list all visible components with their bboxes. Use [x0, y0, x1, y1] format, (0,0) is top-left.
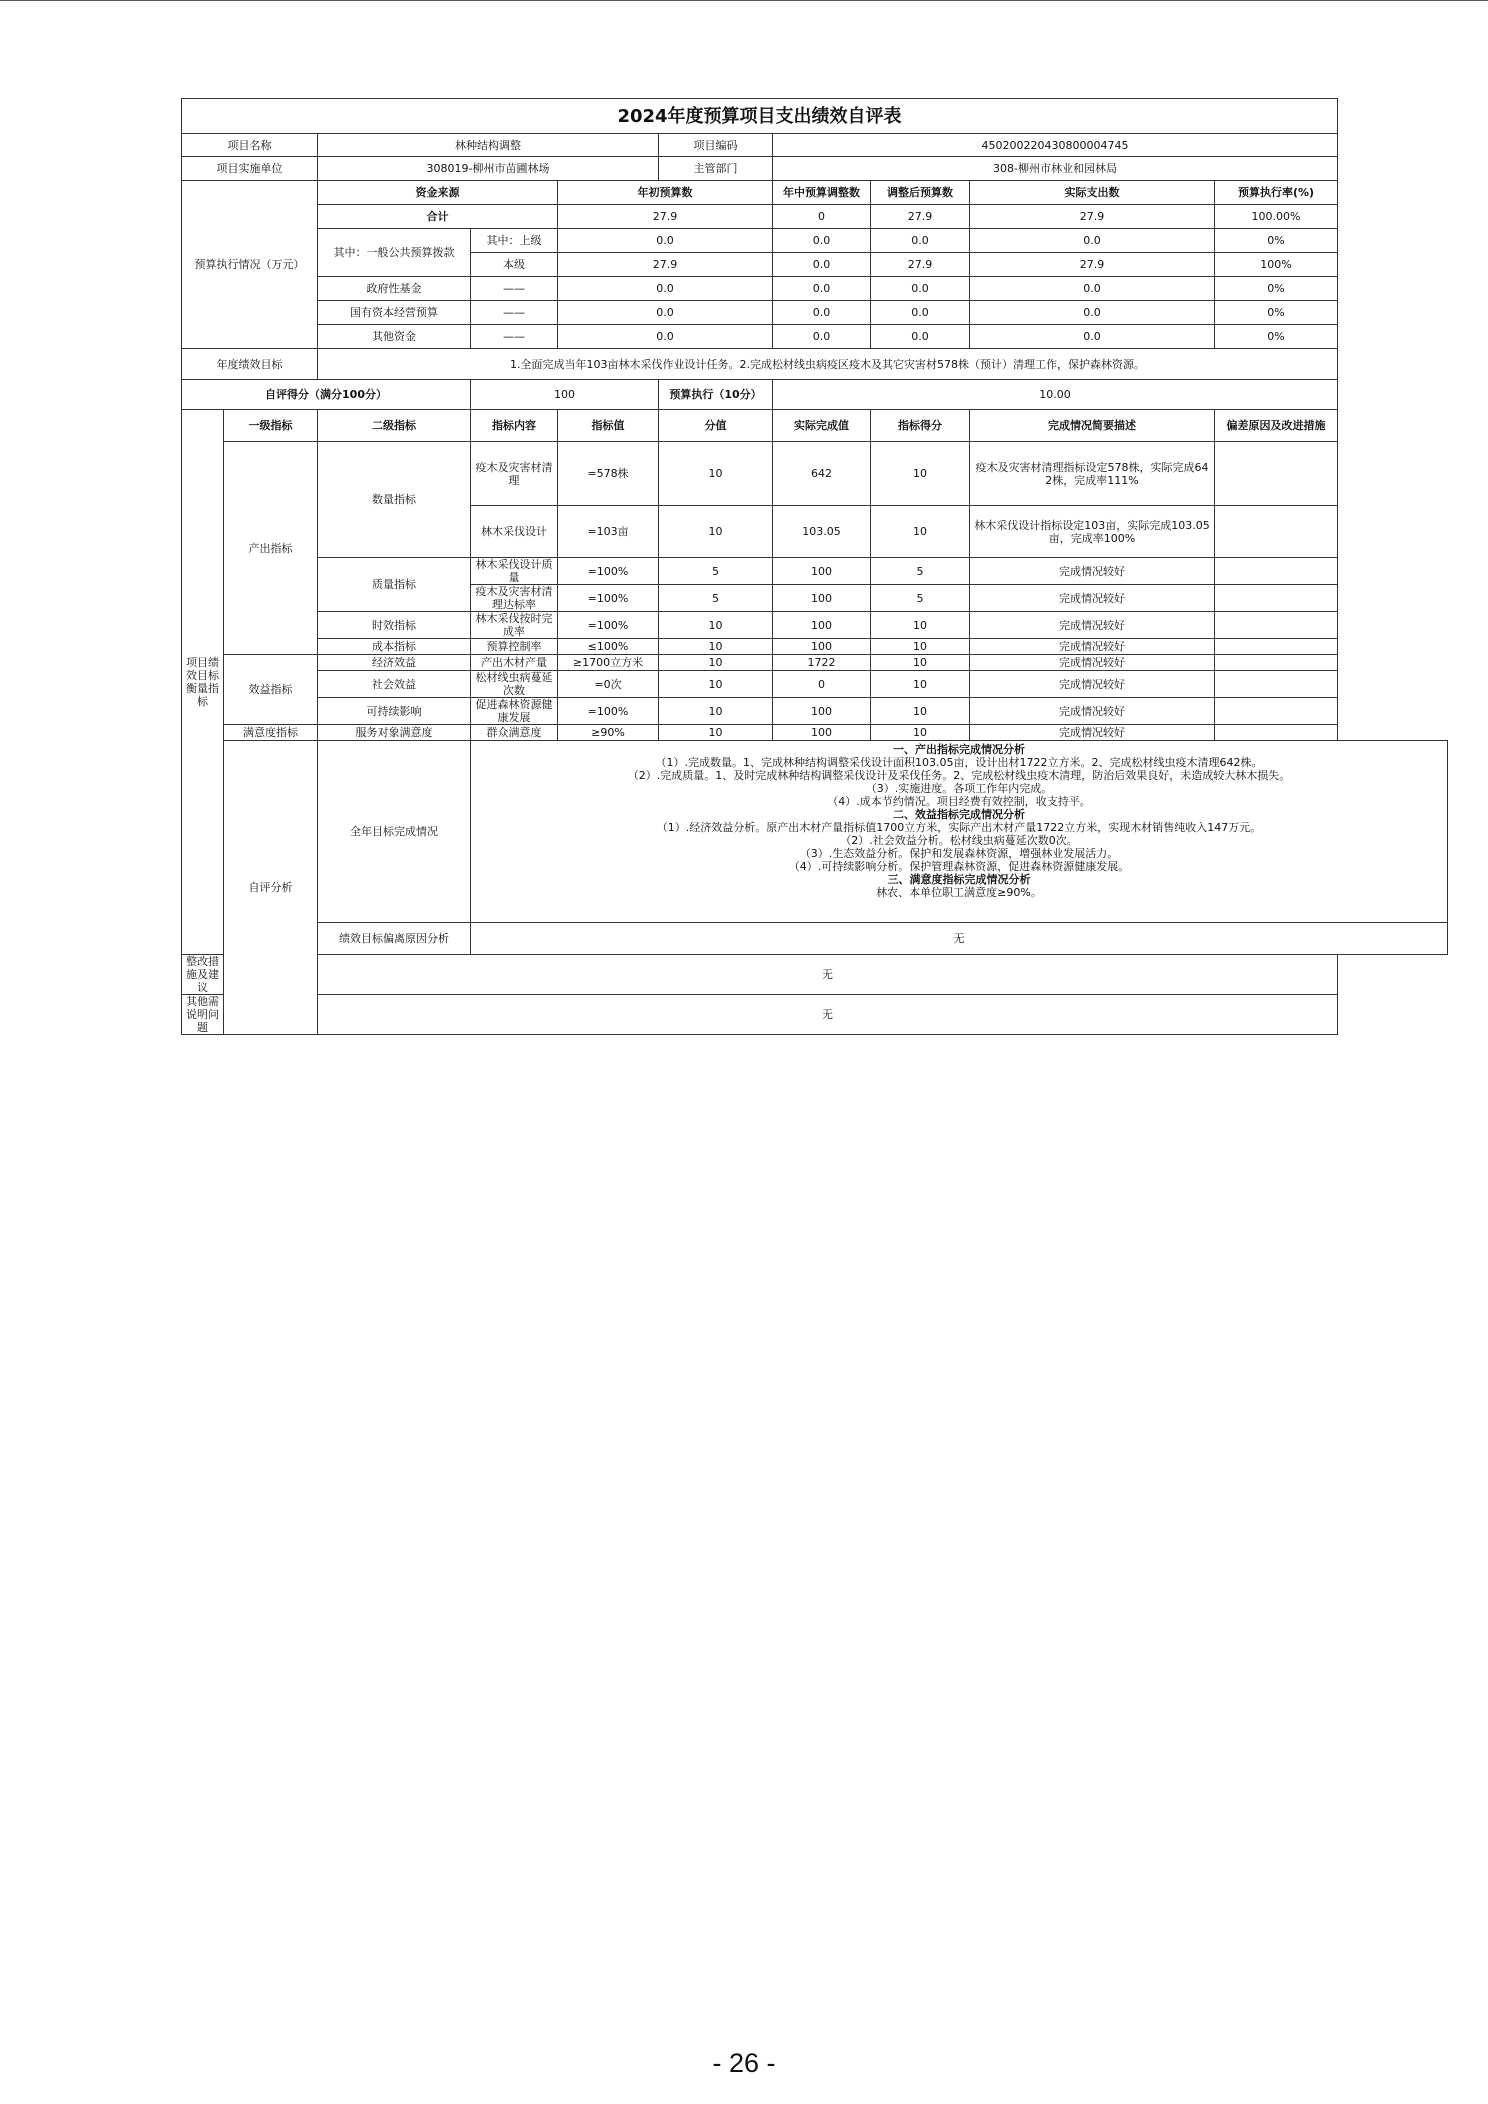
budget-header-initial: 年初预算数 — [558, 181, 773, 205]
indicator-weight: 10 — [659, 655, 773, 671]
indicator-target: =100% — [558, 698, 659, 725]
budget-other-funds-label: 其他资金 — [318, 325, 471, 349]
indicator-actual: 100 — [773, 558, 871, 585]
budget-section-label: 预算执行情况（万元） — [182, 181, 318, 349]
page-number: - 26 - — [712, 2048, 776, 2078]
indicator-score: 10 — [871, 698, 970, 725]
indicator-score: 10 — [871, 442, 970, 506]
indicator-score: 10 — [871, 612, 970, 639]
analysis-line: 三、满意度指标完成情况分析 — [887, 873, 1031, 886]
budget-header-actual: 实际支出数 — [970, 181, 1215, 205]
budget-gov-fund-adjust: 0.0 — [773, 277, 871, 301]
rectification-label: 整改措施及建议 — [182, 955, 224, 995]
indicator-weight: 10 — [659, 698, 773, 725]
analysis-line: （3）.生态效益分析。保护和发展森林资源，增强林业发展活力。 — [799, 847, 1119, 860]
indicator-actual: 103.05 — [773, 506, 871, 558]
indicator-content: 林木采伐设计 — [471, 506, 558, 558]
annual-goal-label: 年度绩效目标 — [182, 349, 318, 380]
indicator-target: =0次 — [558, 671, 659, 698]
indicator-score: 10 — [871, 639, 970, 655]
budget-local-rate: 100% — [1215, 253, 1338, 277]
ind-header-level1: 一级指标 — [224, 410, 318, 442]
budget-header-adjusted: 调整后预算数 — [871, 181, 970, 205]
budget-state-capital-adjust: 0.0 — [773, 301, 871, 325]
budget-upper-label: 其中：上级 — [471, 229, 558, 253]
budget-local-actual: 27.9 — [970, 253, 1215, 277]
indicator-reason — [1215, 725, 1338, 741]
analysis-line: （2）.社会效益分析。松材线虫病蔓延次数0次。 — [840, 834, 1078, 847]
overall-completion-label: 全年目标完成情况 — [318, 741, 471, 923]
other-issues-text: 无 — [318, 995, 1338, 1035]
indicator-desc: 林木采伐设计指标设定103亩，实际完成103.05亩，完成率100% — [970, 506, 1215, 558]
budget-state-capital-rate: 0% — [1215, 301, 1338, 325]
service-satisfaction-label: 服务对象满意度 — [318, 725, 471, 741]
budget-other-funds-initial: 0.0 — [558, 325, 773, 349]
budget-other-funds-actual: 0.0 — [970, 325, 1215, 349]
ind-header-desc: 完成情况简要描述 — [970, 410, 1215, 442]
budget-gov-fund-actual: 0.0 — [970, 277, 1215, 301]
indicator-reason — [1215, 558, 1338, 585]
budget-local-initial: 27.9 — [558, 253, 773, 277]
budget-total-actual: 27.9 — [970, 205, 1215, 229]
social-benefit-label: 社会效益 — [318, 671, 471, 698]
budget-general-label: 其中：一般公共预算拨款 — [318, 229, 471, 277]
indicator-score: 10 — [871, 655, 970, 671]
project-name-label: 项目名称 — [182, 134, 318, 157]
indicator-target: ≥1700立方米 — [558, 655, 659, 671]
indicator-actual: 100 — [773, 585, 871, 612]
indicator-reason — [1215, 506, 1338, 558]
ind-header-weight: 分值 — [659, 410, 773, 442]
analysis-line: 林农、本单位职工满意度≥90%。 — [876, 886, 1042, 899]
indicator-target: =100% — [558, 585, 659, 612]
indicator-reason — [1215, 698, 1338, 725]
annual-goal-text: 1.全面完成当年103亩林木采伐作业设计任务。2.完成松材线虫病疫区疫木及其它灾害材578株（预计）清理工作，保护森林资源。 — [318, 349, 1338, 380]
budget-state-capital-actual: 0.0 — [970, 301, 1215, 325]
budget-state-capital-label: 国有资本经营预算 — [318, 301, 471, 325]
indicator-target: =100% — [558, 612, 659, 639]
indicator-actual: 100 — [773, 725, 871, 741]
indicator-desc: 完成情况较好 — [970, 655, 1215, 671]
indicator-reason — [1215, 671, 1338, 698]
indicator-reason — [1215, 612, 1338, 639]
project-name: 林种结构调整 — [318, 134, 659, 157]
cost-indicator-label: 成本指标 — [318, 639, 471, 655]
self-evaluation-form — [181, 98, 1448, 1035]
indicator-desc: 完成情况较好 — [970, 698, 1215, 725]
time-indicator-label: 时效指标 — [318, 612, 471, 639]
indicator-score: 10 — [871, 725, 970, 741]
indicator-actual: 642 — [773, 442, 871, 506]
self-score-label: 自评得分（满分100分） — [182, 380, 471, 410]
indicator-actual: 0 — [773, 671, 871, 698]
indicator-reason — [1215, 585, 1338, 612]
budget-gov-fund-initial: 0.0 — [558, 277, 773, 301]
overall-completion-text — [471, 741, 1448, 923]
budget-other-funds-dash: —— — [471, 325, 558, 349]
indicator-desc: 完成情况较好 — [970, 612, 1215, 639]
budget-total-label: 合计 — [318, 205, 558, 229]
indicator-actual: 100 — [773, 639, 871, 655]
indicator-weight: 5 — [659, 585, 773, 612]
satisfaction-indicator-label: 满意度指标 — [224, 725, 318, 741]
budget-total-rate: 100.00% — [1215, 205, 1338, 229]
indicator-actual: 100 — [773, 612, 871, 639]
indicator-target: =578株 — [558, 442, 659, 506]
ind-header-target: 指标值 — [558, 410, 659, 442]
budget-gov-fund-rate: 0% — [1215, 277, 1338, 301]
budget-upper-adjusted: 0.0 — [871, 229, 970, 253]
indicator-content: 林木采伐按时完成率 — [471, 612, 558, 639]
quantity-indicator-label: 数量指标 — [318, 442, 471, 558]
economic-benefit-label: 经济效益 — [318, 655, 471, 671]
ind-header-content: 指标内容 — [471, 410, 558, 442]
form-title: 2024年度预算项目支出绩效自评表 — [182, 99, 1338, 134]
analysis-line: （4）.可持续影响分析。保护管理森林资源，促进森林资源健康发展。 — [788, 860, 1130, 873]
quality-indicator-label: 质量指标 — [318, 558, 471, 612]
indicator-desc: 完成情况较好 — [970, 671, 1215, 698]
budget-upper-adjust: 0.0 — [773, 229, 871, 253]
indicator-target: ≥90% — [558, 725, 659, 741]
self-score-value: 100 — [471, 380, 659, 410]
indicator-weight: 10 — [659, 639, 773, 655]
project-code-label: 项目编码 — [659, 134, 773, 157]
budget-exec-value: 10.00 — [773, 380, 1338, 410]
indicator-weight: 10 — [659, 442, 773, 506]
indicator-content: 产出木材产量 — [471, 655, 558, 671]
budget-other-funds-adjusted: 0.0 — [871, 325, 970, 349]
indicator-target: =100% — [558, 558, 659, 585]
budget-gov-fund-adjusted: 0.0 — [871, 277, 970, 301]
analysis-line: （1）.经济效益分析。原产出木材产量指标值1700立方米，实际产出木材产量1722立方米，实现木材销售纯收入147万元。 — [656, 821, 1262, 834]
budget-gov-fund-label: 政府性基金 — [318, 277, 471, 301]
budget-exec-label: 预算执行（10分） — [659, 380, 773, 410]
other-issues-label: 其他需说明问题 — [182, 995, 224, 1035]
indicator-actual: 100 — [773, 698, 871, 725]
self-analysis-label: 自评分析 — [224, 741, 318, 1035]
budget-header-adjust: 年中预算调整数 — [773, 181, 871, 205]
indicator-desc: 完成情况较好 — [970, 725, 1215, 741]
budget-local-label: 本级 — [471, 253, 558, 277]
project-code: 450200220430800004745 — [773, 134, 1338, 157]
budget-local-adjusted: 27.9 — [871, 253, 970, 277]
budget-local-adjust: 0.0 — [773, 253, 871, 277]
indicator-reason — [1215, 442, 1338, 506]
indicator-reason — [1215, 639, 1338, 655]
indicator-weight: 10 — [659, 725, 773, 741]
budget-gov-fund-dash: —— — [471, 277, 558, 301]
indicator-content: 疫木及灾害材清理 — [471, 442, 558, 506]
indicator-score: 10 — [871, 671, 970, 698]
budget-total-adjust: 0 — [773, 205, 871, 229]
rectification-text: 无 — [318, 955, 1338, 995]
analysis-line: （2）.完成质量。1、及时完成林种结构调整采伐设计及采伐任务。2、完成松材线虫疫木清理，防治后效果良好，未造成较大林木损失。 — [627, 769, 1291, 782]
indicator-content: 促进森林资源健康发展 — [471, 698, 558, 725]
project-unit-label: 项目实施单位 — [182, 157, 318, 181]
budget-state-capital-initial: 0.0 — [558, 301, 773, 325]
indicator-target: ≤100% — [558, 639, 659, 655]
benefit-indicator-label: 效益指标 — [224, 655, 318, 725]
deviation-analysis-label: 绩效目标偏离原因分析 — [318, 923, 471, 955]
indicator-score: 5 — [871, 558, 970, 585]
ind-header-level2: 二级指标 — [318, 410, 471, 442]
analysis-line: （3）.实施进度。各项工作年内完成。 — [865, 782, 1053, 795]
page-top-border — [0, 0, 1488, 1]
budget-total-adjusted: 27.9 — [871, 205, 970, 229]
ind-header-actual: 实际完成值 — [773, 410, 871, 442]
budget-other-funds-adjust: 0.0 — [773, 325, 871, 349]
indicator-content: 林木采伐设计质量 — [471, 558, 558, 585]
indicator-section-label: 项目绩效目标衡量指标 — [182, 410, 224, 955]
analysis-line: 一、产出指标完成情况分析 — [893, 743, 1025, 756]
ind-header-reason: 偏差原因及改进措施 — [1215, 410, 1338, 442]
dept-label: 主管部门 — [659, 157, 773, 181]
budget-total-initial: 27.9 — [558, 205, 773, 229]
evaluation-table — [181, 98, 1448, 1035]
indicator-reason — [1215, 655, 1338, 671]
budget-state-capital-dash: —— — [471, 301, 558, 325]
indicator-desc: 完成情况较好 — [970, 639, 1215, 655]
indicator-weight: 5 — [659, 558, 773, 585]
indicator-score: 10 — [871, 506, 970, 558]
project-unit: 308019-柳州市苗圃林场 — [318, 157, 659, 181]
indicator-score: 5 — [871, 585, 970, 612]
budget-upper-rate: 0% — [1215, 229, 1338, 253]
indicator-target: =103亩 — [558, 506, 659, 558]
indicator-content: 预算控制率 — [471, 639, 558, 655]
analysis-line: （1）.完成数量。1、完成林种结构调整采伐设计面积103.05亩，设计出材1722立方米。2、完成松材线虫疫木清理642株。 — [655, 756, 1263, 769]
analysis-line: 二、效益指标完成情况分析 — [893, 808, 1025, 821]
deviation-analysis-text: 无 — [471, 923, 1448, 955]
indicator-weight: 10 — [659, 671, 773, 698]
indicator-content: 松材线虫病蔓延次数 — [471, 671, 558, 698]
budget-header-rate: 预算执行率(%) — [1215, 181, 1338, 205]
analysis-line: （4）.成本节约情况。项目经费有效控制，收支持平。 — [827, 795, 1091, 808]
output-indicator-label: 产出指标 — [224, 442, 318, 655]
ind-header-score: 指标得分 — [871, 410, 970, 442]
budget-other-funds-rate: 0% — [1215, 325, 1338, 349]
indicator-content: 疫木及灾害材清理达标率 — [471, 585, 558, 612]
indicator-content: 群众满意度 — [471, 725, 558, 741]
budget-upper-initial: 0.0 — [558, 229, 773, 253]
dept: 308-柳州市林业和园林局 — [773, 157, 1338, 181]
budget-header-source: 资金来源 — [318, 181, 558, 205]
sustainable-impact-label: 可持续影响 — [318, 698, 471, 725]
indicator-desc: 完成情况较好 — [970, 558, 1215, 585]
indicator-desc: 完成情况较好 — [970, 585, 1215, 612]
indicator-weight: 10 — [659, 506, 773, 558]
indicator-desc: 疫木及灾害材清理指标设定578株，实际完成642株，完成率111% — [970, 442, 1215, 506]
budget-state-capital-adjusted: 0.0 — [871, 301, 970, 325]
indicator-actual: 1722 — [773, 655, 871, 671]
budget-upper-actual: 0.0 — [970, 229, 1215, 253]
indicator-weight: 10 — [659, 612, 773, 639]
